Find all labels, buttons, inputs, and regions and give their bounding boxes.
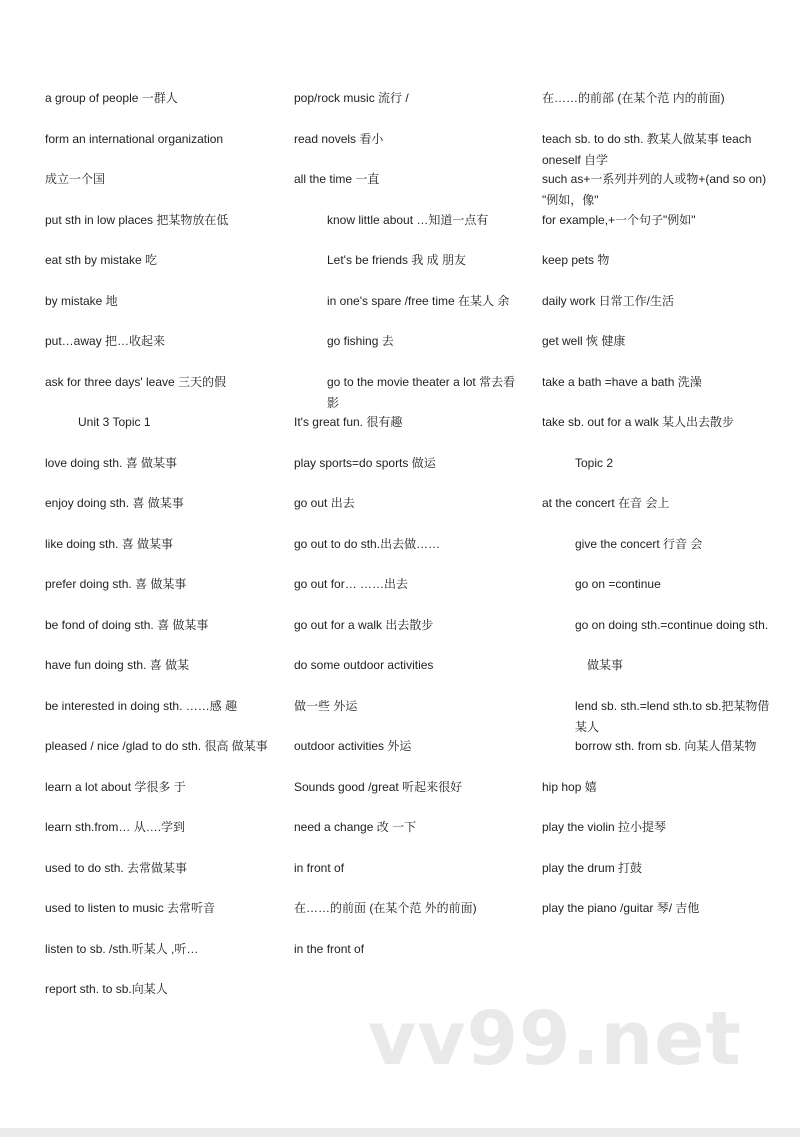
- vocab-entry: be interested in doing sth. ……感 趣: [45, 698, 238, 713]
- vocab-entry: know little about …知道一点有: [327, 212, 489, 227]
- vocab-entry: pop/rock music 流行 /: [294, 91, 409, 105]
- vocab-entry: play sports=do sports 做运: [294, 455, 436, 470]
- vocab-entry: love doing sth. 喜 做某事: [45, 455, 178, 470]
- vocab-entry: such as+一系列并列的人或物+(and so on) "例如，像": [542, 172, 767, 207]
- vocab-entry: pleased / nice /glad to do sth. 很高 做某事: [45, 739, 268, 753]
- vocab-entry: report sth. to sb.向某人: [45, 982, 168, 996]
- vocab-entry: Sounds good /great 听起来很好: [294, 779, 463, 794]
- vocab-entry: prefer doing sth. 喜 做某事: [45, 577, 187, 591]
- vocab-entry: like doing sth. 喜 做某事: [45, 536, 174, 551]
- vocab-entry: lend sb. sth.=lend sth.to sb.把某物借 某人: [575, 698, 770, 734]
- vocab-entry: Unit 3 Topic 1: [78, 415, 151, 429]
- vocab-entry: daily work 日常工作/生活: [542, 293, 675, 308]
- vocab-entry: 在……的前面 (在某个范 外的前面): [294, 901, 477, 915]
- vocab-entry: have fun doing sth. 喜 做某: [45, 658, 190, 672]
- vocab-entry: read novels 看小: [294, 131, 384, 146]
- vocab-entry: play the piano /guitar 琴/ 吉他: [542, 901, 700, 915]
- vocab-entry: form an international organization: [45, 131, 224, 146]
- vocab-entry: 在……的前部 (在某个范 内的前面): [542, 91, 725, 105]
- vocab-entry: go fishing 去: [327, 334, 394, 348]
- vocab-entry: hip hop 嬉: [542, 779, 597, 794]
- vocab-entry: be fond of doing sth. 喜 做某事: [45, 617, 209, 632]
- watermark: vv99.net: [368, 996, 742, 1082]
- vocab-entry: put…away 把…收起来: [45, 334, 166, 348]
- vocab-entry: a group of people 一群人: [45, 91, 178, 105]
- vocab-entry: learn sth.from… 从….学到: [45, 820, 186, 834]
- vocab-entry: in front of: [294, 860, 345, 875]
- vocab-entry: give the concert 行音 会: [575, 536, 703, 551]
- vocab-entry: used to listen to music 去常听音: [45, 901, 216, 915]
- vocab-entry: for example,+一个句子"例如": [542, 212, 696, 227]
- vocab-entry: borrow sth. from sb. 向某人借某物: [575, 739, 757, 753]
- vocab-entry: in the front of: [294, 941, 365, 956]
- vocab-entry: need a change 改 一下: [294, 820, 417, 834]
- vocab-entry: ask for three days' leave 三天的假: [45, 374, 227, 389]
- vocab-entry: 成立一个国: [45, 172, 106, 186]
- vocab-entry: in one's spare /free time 在某人 余: [327, 293, 510, 308]
- vocab-entry: put sth in low places 把某物放在低: [45, 212, 229, 227]
- vocab-column-1: [45, 88, 277, 1020]
- vocab-entry: keep pets 物: [542, 253, 610, 267]
- vocab-entry: do some outdoor activities: [294, 658, 434, 672]
- vocab-entry: play the violin 拉小提琴: [542, 820, 667, 834]
- vocab-entry: go on =continue: [575, 577, 661, 591]
- vocab-entry: 做某事: [587, 658, 624, 672]
- vocab-entry: go out for a walk 出去散步: [294, 617, 434, 632]
- vocab-entry: go out to do sth.出去做……: [294, 536, 441, 551]
- vocab-entry: listen to sb. /sth.听某人 ,听…: [45, 941, 199, 956]
- vocab-entry: Topic 2: [575, 455, 614, 470]
- vocab-entry: go to the movie theater a lot 常去看 影: [327, 374, 516, 410]
- vocab-entry: 做一些 外运: [294, 698, 358, 713]
- vocab-entry: eat sth by mistake 吃: [45, 253, 158, 267]
- vocab-column-3: [542, 88, 774, 939]
- vocab-entry: outdoor activities 外运: [294, 739, 412, 753]
- vocab-entry: Let's be friends 我 成 朋友: [327, 253, 467, 267]
- page-bottom-edge: [0, 1128, 800, 1137]
- vocab-entry: take sb. out for a walk 某人出去散步: [542, 415, 735, 429]
- vocab-entry: used to do sth. 去常做某事: [45, 860, 188, 875]
- vocab-entry: by mistake 地: [45, 293, 118, 308]
- vocab-entry: play the drum 打鼓: [542, 860, 643, 875]
- vocab-entry: go out 出去: [294, 496, 355, 510]
- vocab-entry: teach sb. to do sth. 教某人做某事 teach oneself 自学: [542, 131, 752, 167]
- vocab-entry: all the time 一直: [294, 172, 380, 186]
- vocab-entry: go on doing sth.=continue doing sth.: [575, 617, 769, 632]
- vocab-entry: take a bath =have a bath 洗澡: [542, 374, 702, 389]
- vocab-column-2: [294, 88, 518, 979]
- vocab-entry: It's great fun. 很有趣: [294, 415, 403, 429]
- vocab-entry: at the concert 在音 会上: [542, 496, 670, 510]
- vocab-entry: enjoy doing sth. 喜 做某事: [45, 496, 184, 510]
- vocab-entry: go out for… ……出去: [294, 577, 409, 591]
- vocab-entry: get well 恢 健康: [542, 334, 626, 348]
- vocab-entry: learn a lot about 学很多 于: [45, 779, 186, 794]
